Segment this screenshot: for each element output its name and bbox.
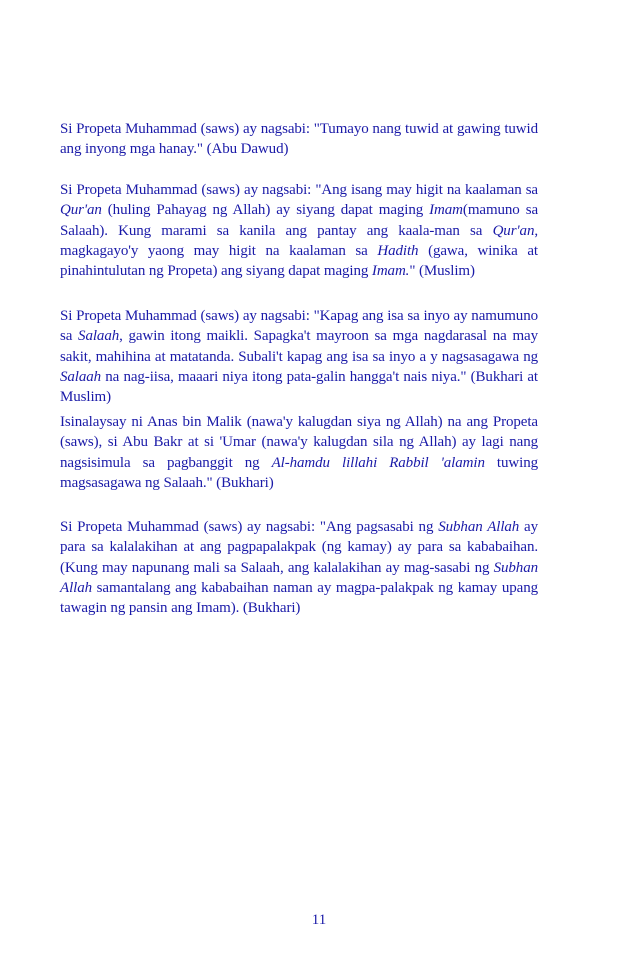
italic-term: Salaah	[78, 328, 120, 345]
text-segment: Si Propeta Muhammad (saws) ay nagsabi: "Tumayo nang tuwid at gawing tuwid ang inyong mga hanay." (Abu Dawud)	[60, 121, 538, 158]
italic-term: Imam.	[371, 263, 410, 280]
text-segment: (mamuno sa Salaah). Kung marami sa kanila ang pantay ang kaala-man sa	[60, 202, 539, 239]
text-segment: (gawa, winika at pinahintulutan ng Propeta) ang siyang dapat maging	[60, 242, 538, 280]
paragraph-hadith-5	[60, 517, 538, 618]
italic-term: Hadith	[377, 242, 419, 259]
italic-term: Al-hamdu lillahi Rabbil 'alamin	[271, 454, 485, 471]
text-segment: Si Propeta Muhammad (saws) ay nagsabi: "Ang isang may higit na kaalaman sa	[60, 182, 538, 198]
text-segment: (huling Pahayag ng Allah) ay siyang dapat maging	[101, 202, 430, 219]
paragraph-hadith-4	[60, 412, 538, 493]
text-segment: Isinalaysay ni Anas bin Malik (nawa'y kalugdan siya ng Allah) na ang Propeta (saws), si Abu Bakr at si 'Umar (nawa'y kalugdan sila ng Allah) ay lagi nang nagsisimula sa pagbanggit ng	[60, 414, 538, 471]
paragraph-hadith-2	[60, 180, 538, 281]
text-segment: ay para sa kalalakihan at ang pagpapalakpak (ng kamay) ay para sa kababaihan. (Kung may napunang mali sa Salaah, ang kalalakihan ay mag-sasabi ng	[60, 519, 539, 576]
text-segment: , magkagayo'y yaong may higit na kaalaman sa	[60, 222, 538, 259]
text-segment: , gawin itong maikli. Sapagka't mayroon sa mga nagdarasal na may sakit, mahihina at matatanda. Subali't kapag ang isa sa inyo a y nagsasagawa ng	[60, 328, 538, 365]
text-segment: Si Propeta Muhammad (saws) ay nagsabi: "Ang pagsasabi ng	[60, 519, 439, 535]
italic-term: Subhan Allah	[60, 559, 538, 596]
italic-term: Subhan Allah	[438, 519, 520, 535]
italic-term: Qur'an	[60, 202, 102, 219]
text-segment: samantalang ang kababaihan naman ay magpa-palakpak ng kamay upang tawagin ng pansin ang Imam). (Bukhari)	[60, 579, 538, 617]
text-segment: na nag-iisa, maaari niya itong pata-galin hangga't nais niya." (Bukhari at Muslim)	[60, 368, 538, 406]
text-segment: " (Muslim)	[409, 263, 475, 280]
paragraph-hadith-1	[60, 119, 538, 160]
text-segment: tuwing magsasagawa ng Salaah." (Bukhari)	[60, 454, 538, 491]
italic-term: Qur'an	[492, 222, 535, 239]
paragraph-hadith-3	[60, 306, 538, 407]
text-segment: Si Propeta Muhammad (saws) ay nagsabi: "Kapag ang isa sa inyo ay namumuno sa	[60, 308, 538, 345]
italic-term: Salaah	[60, 368, 102, 385]
italic-term: Imam	[429, 202, 463, 219]
page-number: 11	[311, 912, 327, 928]
